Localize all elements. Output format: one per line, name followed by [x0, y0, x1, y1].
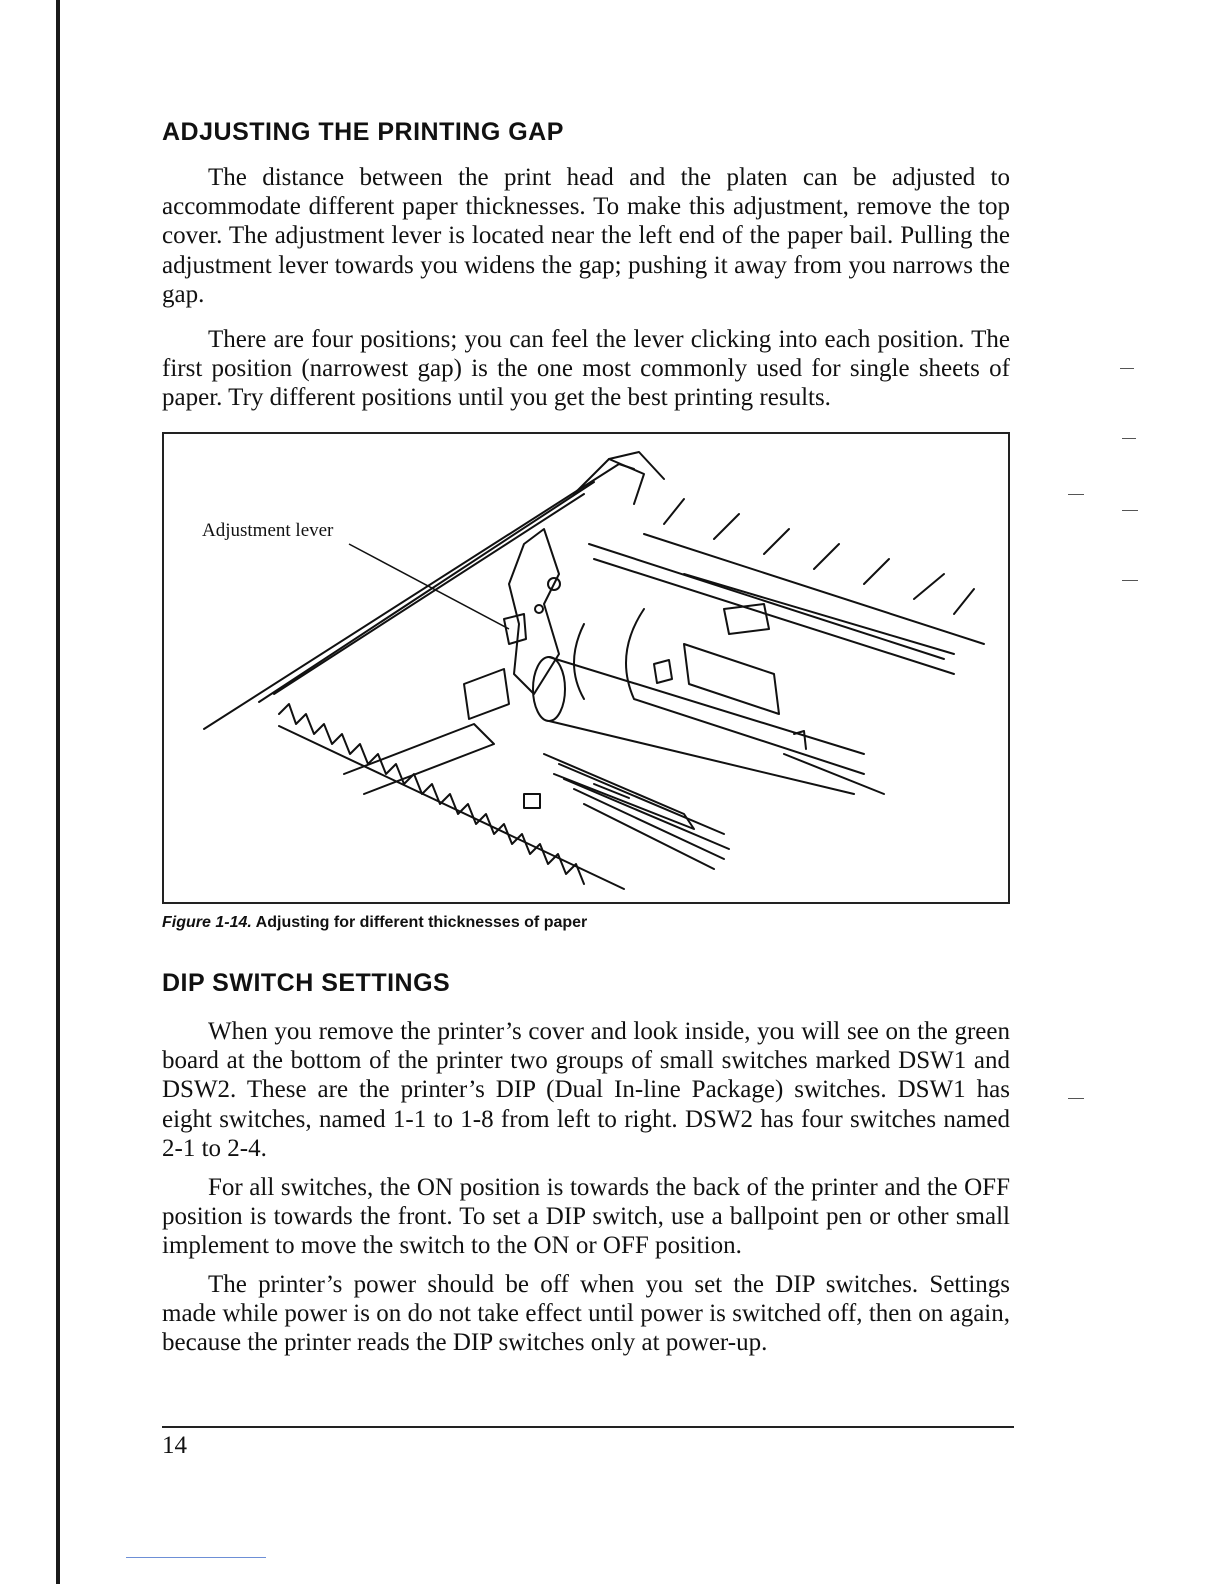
print-head-rail [544, 754, 694, 829]
section-heading-dip-switch: DIP SWITCH SETTINGS [162, 969, 451, 997]
scan-mark [1122, 580, 1138, 581]
paper-bail-rod [589, 544, 944, 659]
paragraph-dip-intro: When you remove the printer’s cover and look inside, you will see on the green board at the bottom of the printer two groups of small switches marked DSW1 and DSW2. These are the printer’s DIP (Dual In-line Package) switches. DSW1 has eight switches, named 1-1 to 1-8 from left to right. DSW2 has four switches named 2-1 to 2-4. [162, 1018, 1010, 1162]
side-frame [509, 529, 559, 694]
binding-edge [56, 0, 60, 1584]
bottom-edge-mark [126, 1557, 266, 1558]
section-heading-printing-gap: ADJUSTING THE PRINTING GAP [162, 118, 564, 146]
scan-mark [1068, 494, 1084, 495]
footer-rule [162, 1426, 1014, 1428]
paragraph-dip-power: The printer’s power should be off when you set the DIP switches. Settings made while power is on do not take effect until power is switched off, then on again, because the printer reads the DIP switches only at power-up. [162, 1271, 1010, 1357]
paragraph-gap-intro: The distance between the print head and the platen can be adjusted to accommodate different paper thicknesses. To make this adjustment, remove the top cover. The adjustment lever is located near the left end of the paper bail. Pulling the adjustment lever towards you widens the gap; pushing it away from you narrows the gap. [162, 164, 1010, 308]
scan-mark [1122, 510, 1138, 511]
figure-number: Figure 1-14. [162, 914, 252, 931]
page-number: 14 [162, 1432, 187, 1459]
printer-mechanism-drawing [164, 434, 1010, 904]
figure-printer-illustration [162, 432, 1010, 904]
scan-mark [1068, 1098, 1084, 1099]
scan-mark [1122, 438, 1136, 439]
scan-mark [1120, 368, 1134, 369]
callout-adjustment-lever: Adjustment lever [202, 520, 334, 541]
paragraph-dip-on-off: For all switches, the ON position is towards the back of the printer and the OFF position is towards the front. To set a DIP switch, use a ballpoint pen or other small implement to move the switch to the ON or OFF position. [162, 1174, 1010, 1260]
figure-caption [162, 914, 587, 932]
case-edge-inner [259, 482, 594, 702]
figure-caption-text: Adjusting for different thicknesses of paper [255, 914, 588, 931]
adjustment-lever [504, 614, 526, 644]
paragraph-gap-positions: There are four positions; you can feel the lever clicking into each position. The first position (narrowest gap) is the one most commonly used for single sheets of paper. Try different positions until you get the best printing results. [162, 326, 1010, 412]
